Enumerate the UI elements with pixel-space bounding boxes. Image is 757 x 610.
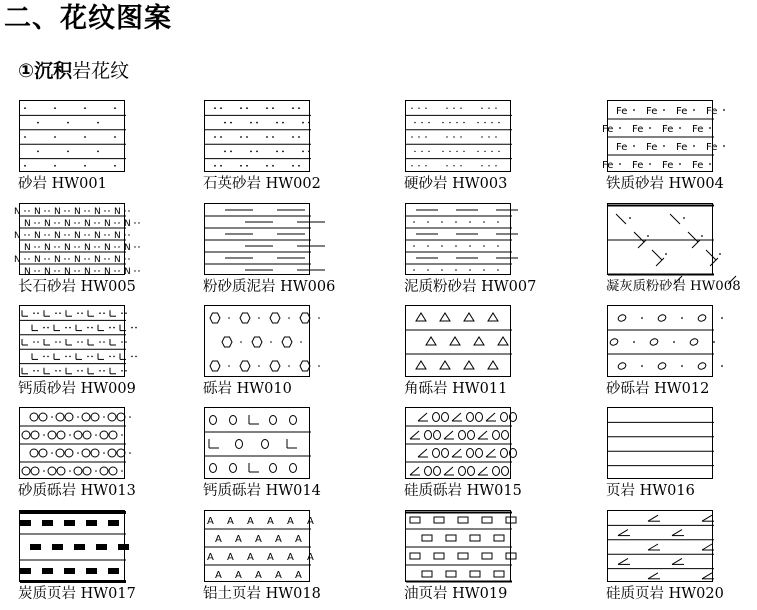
svg-text:N: N [34,255,41,265]
svg-text:Fe: Fe [646,106,658,117]
svg-text:Fe: Fe [602,124,614,135]
pattern-item [405,305,555,405]
svg-text:N: N [94,207,101,217]
pattern-item [204,305,354,405]
pattern-alt-dash-dot-lines [406,204,512,276]
pattern-swatch-dense-dots-lines [405,100,511,172]
svg-text:N: N [74,255,81,265]
svg-text:Fe: Fe [692,124,704,135]
pattern-swatch-sandy-gravel-ovals [607,305,713,377]
pattern-tuff-slash [608,204,714,276]
pattern-dense-dots-lines [406,101,512,173]
pattern-item [405,203,555,303]
svg-text:A: A [247,552,254,563]
svg-text:N: N [94,255,101,265]
pattern-label: 页岩 HW016 [606,483,695,499]
pattern-label: 长石砂岩 HW005 [18,279,136,295]
pattern-label: 铝土页岩 HW018 [203,586,321,602]
svg-text:N: N [24,219,31,229]
svg-text:A: A [235,534,242,545]
pattern-label: 硬砂岩 HW003 [404,176,508,192]
svg-text:A: A [275,570,282,581]
pattern-label: 泥质粉砂岩 HW007 [404,279,537,295]
svg-text:A: A [295,534,302,545]
svg-text:N: N [24,243,31,253]
pattern-siliceous-conglomerate [406,408,512,480]
pattern-label: 砾岩 HW010 [203,381,292,397]
svg-text:Fe: Fe [616,106,628,117]
svg-text:N: N [104,243,111,253]
svg-text:A: A [275,534,282,545]
svg-text:A: A [307,552,314,563]
svg-text:N: N [44,267,51,277]
pattern-item [405,407,555,507]
svg-text:N: N [54,231,61,241]
svg-text:A: A [207,516,214,527]
pattern-swatch-siliceous-conglomerate [405,407,511,479]
pattern-item [19,407,169,507]
svg-text:A: A [247,516,254,527]
pattern-bauxite-a [205,511,314,583]
pattern-item [607,305,757,405]
pattern-feldspar-n [14,204,131,277]
pattern-calc-conglomerate [205,408,311,480]
svg-text:N: N [114,255,121,265]
pattern-swatch-calc-conglomerate [204,407,310,479]
pattern-carbonaceous-blocks [20,511,126,583]
svg-text:A: A [235,570,242,581]
svg-text:N: N [54,207,61,217]
svg-text:Fe: Fe [706,142,718,153]
svg-text:A: A [287,516,294,527]
pattern-label: 角砾岩 HW011 [404,381,508,397]
svg-text:Fe: Fe [676,142,688,153]
svg-text:Fe: Fe [706,106,718,117]
svg-text:A: A [207,552,214,563]
svg-text:N: N [54,255,61,265]
svg-text:N: N [14,231,21,241]
svg-text:N: N [104,267,111,277]
svg-text:A: A [227,516,234,527]
pattern-iron-fe [602,101,718,173]
pattern-swatch-bauxite-a [204,510,314,582]
pattern-swatch-calcareous-l [19,305,125,377]
pattern-label: 砂质砾岩 HW013 [18,483,136,499]
pattern-item [602,100,757,200]
pattern-swatch-carbonaceous-blocks [19,510,125,582]
pattern-item [204,100,354,200]
svg-text:Fe: Fe [692,160,704,171]
svg-text:N: N [114,207,121,217]
pattern-sandy-gravel-ovals [608,306,714,378]
pattern-oil-shale-rects [406,511,512,583]
section-title-rest: 岩花纹 [72,60,130,82]
pattern-swatch-double-dots-lines [204,100,310,172]
svg-text:N: N [84,243,91,253]
svg-text:A: A [255,570,262,581]
svg-text:Fe: Fe [662,160,674,171]
svg-text:Fe: Fe [632,160,644,171]
pattern-label: 钙质砾岩 HW014 [203,483,321,499]
svg-text:A: A [215,570,222,581]
pattern-item [19,100,169,200]
svg-text:A: A [255,534,262,545]
svg-text:A: A [267,516,274,527]
pattern-swatch-conglomerate-hex [204,305,310,377]
svg-text:Fe: Fe [662,124,674,135]
pattern-label: 铁质砂岩 HW004 [606,176,724,192]
pattern-item [204,203,354,303]
pattern-conglomerate-hex [205,306,311,378]
svg-text:N: N [64,243,71,253]
pattern-label: 粉砂质泥岩 HW006 [203,279,336,295]
svg-text:N: N [44,219,51,229]
pattern-item [405,510,555,610]
svg-text:A: A [295,570,302,581]
pattern-item [405,100,555,200]
svg-text:N: N [124,267,131,277]
pattern-swatch-oil-shale-rects [405,510,511,582]
pattern-item [607,203,757,303]
pattern-sandy-conglomerate-circles [20,408,126,480]
pattern-label: 油页岩 HW019 [404,586,508,602]
pattern-double-dots-lines [205,101,311,173]
pattern-label: 砂砾岩 HW012 [606,381,710,397]
svg-text:N: N [94,231,101,241]
svg-text:N: N [44,243,51,253]
pattern-swatch-sandy-conglomerate-circles [19,407,125,479]
pattern-item [607,407,757,507]
pattern-siliceous-shale [608,511,714,583]
pattern-item [204,407,354,507]
pattern-shale-lines [608,408,714,480]
svg-text:N: N [34,231,41,241]
page-title: 二、花纹图案 [4,3,172,34]
svg-text:N: N [74,207,81,217]
pattern-swatch-iron-fe [602,100,718,172]
pattern-breccia-triangle [406,306,512,378]
pattern-swatch-dash-lines [204,203,310,275]
svg-text:A: A [287,552,294,563]
pattern-swatch-siliceous-shale [607,510,713,582]
pattern-label: 炭质页岩 HW017 [18,586,136,602]
svg-text:N: N [114,231,121,241]
pattern-label: 凝灰质粉砂岩 HW008 [606,279,741,294]
svg-text:N: N [104,219,111,229]
pattern-item [19,305,169,405]
svg-text:A: A [227,552,234,563]
svg-text:N: N [124,219,131,229]
svg-text:N: N [84,219,91,229]
svg-text:N: N [74,231,81,241]
pattern-item [204,510,354,610]
svg-text:N: N [84,267,91,277]
pattern-label: 硅质页岩 HW020 [606,586,724,602]
svg-text:Fe: Fe [602,160,614,171]
svg-text:A: A [267,552,274,563]
svg-text:Fe: Fe [632,124,644,135]
svg-text:N: N [64,267,71,277]
pattern-label: 硅质砾岩 HW015 [404,483,522,499]
pattern-label: 钙质砂岩 HW009 [18,381,136,397]
svg-text:Fe: Fe [616,142,628,153]
svg-text:N: N [14,207,21,217]
svg-text:N: N [24,267,31,277]
svg-text:N: N [64,219,71,229]
pattern-swatch-shale-lines [607,407,713,479]
pattern-swatch-alt-dash-dot-lines [405,203,511,275]
svg-text:A: A [215,534,222,545]
section-title-prefix: ①沉积 [18,60,73,82]
pattern-label: 石英砂岩 HW002 [203,176,321,192]
pattern-item [19,510,169,610]
pattern-label: 砂岩 HW001 [18,176,107,192]
svg-text:N: N [34,207,41,217]
svg-text:Fe: Fe [676,106,688,117]
pattern-calcareous-l [20,306,126,378]
svg-text:N: N [14,255,21,265]
pattern-swatch-tuff-slash [607,203,713,275]
pattern-dots-lines [20,101,126,173]
pattern-dash-lines [205,204,311,276]
pattern-item [607,510,757,610]
pattern-item [14,203,169,303]
svg-text:A: A [307,516,314,527]
svg-text:N: N [124,243,131,253]
pattern-swatch-dots-lines [19,100,125,172]
pattern-swatch-feldspar-n [14,203,131,277]
svg-text:Fe: Fe [646,142,658,153]
pattern-swatch-breccia-triangle [405,305,511,377]
